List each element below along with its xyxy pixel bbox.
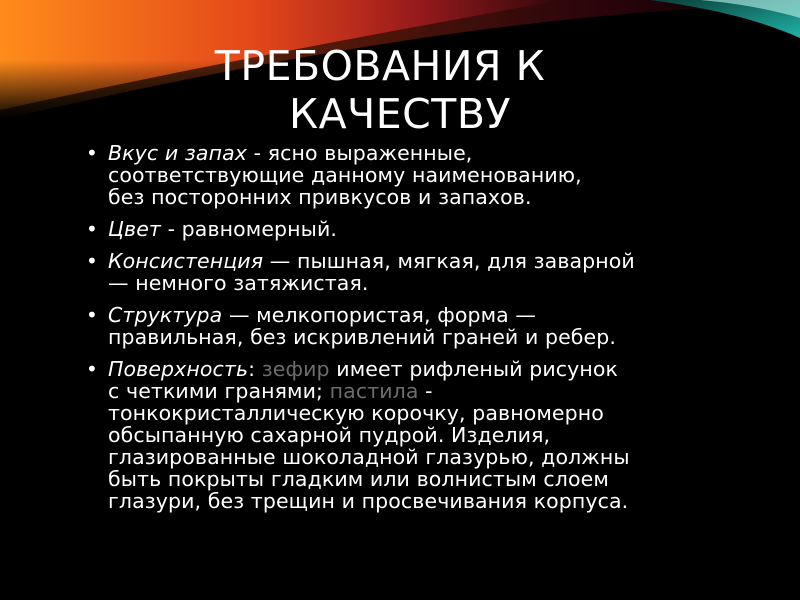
list-item-text: — мелкопористая, форма —: [222, 303, 537, 327]
list-item-term: Поверхность: [108, 357, 249, 381]
list-item-line: тонкокристаллическую корочку, равномерно: [108, 401, 604, 425]
list-item-line: [108, 250, 786, 272]
list-item-line: [108, 380, 786, 402]
list-item-text: — пышная, мягкая, для заварной: [263, 249, 635, 273]
slide-title: [0, 42, 800, 138]
list-item-text: :: [248, 357, 262, 381]
list-item-line: правильная, без искривлений граней и ребер.: [108, 325, 616, 349]
list-item-text: с четкими гранями;: [108, 379, 330, 403]
bullet-icon: •: [86, 303, 98, 327]
list-item: [86, 250, 786, 294]
muted-word-pastila: пастила: [329, 379, 419, 403]
bullet-icon: •: [86, 217, 98, 241]
list-item-text: имеет рифленый рисунок: [329, 357, 619, 381]
bullet-icon: •: [86, 357, 98, 381]
list-item-text: - ясно выраженные,: [246, 141, 473, 165]
list-item-line: без посторонних привкусов и запахов.: [108, 185, 532, 209]
list-item-line: глазированные шоколадной глазурью, должны: [108, 445, 630, 469]
list-item: [86, 142, 786, 208]
muted-word-zefir: зефир: [261, 357, 330, 381]
bullet-icon: •: [86, 141, 98, 165]
list-item-line: [108, 304, 786, 326]
list-item-text: - равномерный.: [160, 217, 338, 241]
list-item: [86, 358, 786, 512]
list-item: [86, 304, 786, 348]
list-item-line: глазури, без трещин и просвечивания корпуса.: [108, 489, 629, 513]
list-item: [86, 218, 786, 240]
bullet-icon: •: [86, 249, 98, 273]
slide-title-line-1: ТРЕБОВАНИЯ К: [214, 42, 546, 90]
slide-title-line-2: КАЧЕСТВУ: [289, 90, 511, 138]
list-item-line: соответствующие данному наименованию,: [108, 163, 582, 187]
list-item-term: Вкус и запах: [108, 141, 247, 165]
list-item-line: [108, 142, 786, 164]
list-item-line: обсыпанную сахарной пудрой. Изделия,: [108, 423, 551, 447]
list-item-line: быть покрыты гладким или волнистым слоем: [108, 467, 609, 491]
list-item-text: -: [418, 379, 433, 403]
list-item-term: Консистенция: [108, 249, 264, 273]
list-item-line: — немного затяжистая.: [108, 271, 369, 295]
list-item-term: Цвет: [108, 217, 161, 241]
list-item-line: [108, 218, 786, 240]
requirements-list: [86, 142, 786, 522]
list-item-line: [108, 358, 786, 380]
list-item-term: Структура: [108, 303, 223, 327]
